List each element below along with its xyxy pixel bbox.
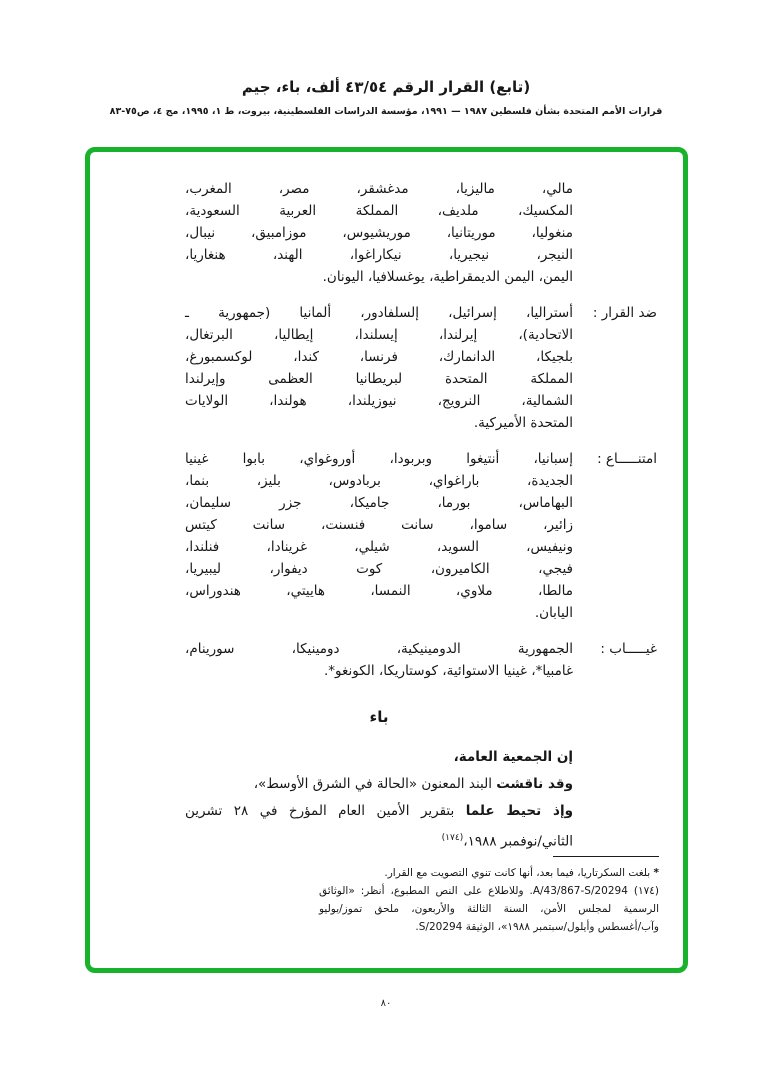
text-line: زائير، ساموا، سانت فنسنت، سانت كيتس [185,517,573,533]
page-number: ٨٠ [380,998,392,1009]
text-line: النيجر، نيجيريا، نيكاراغوا، الهند، هنغاريا، [185,247,573,263]
takes-note-rest: بتقرير الأمين العام المؤرخ في ٢٨ تشرين [185,803,466,819]
abstain-label: امتنـــــاع : [597,451,657,467]
footnote-separator-rule [553,856,659,857]
abstain-paragraph [185,448,657,624]
takes-note-lead: وإذ تحيط علما [465,803,573,819]
text-line: المكسيك، ملديف، المملكة العربية السعودية، [185,203,573,219]
asterisk-marker: * [653,867,659,879]
text-line: بلجيكا، الدانمارك، فرنسا، كندا، لوكسمبورغ، [185,349,573,365]
absent-label: غيـــــاب : [600,641,657,657]
text-line: إسبانيا، أنتيغوا وبربودا، أوروغواي، بابوا غينيا [185,451,573,467]
against-lines [185,302,573,434]
text-line: المملكة المتحدة لبريطانيا العظمى وإيرلندا [185,371,573,387]
text-line: منغوليا، موريتانيا، موريشيوس، موزامبيق، نيبال، [185,225,573,241]
text-line: الاتحادية)، إيرلندا، إيسلندا، إيطاليا، البرتغال، [185,327,573,343]
text-line: (١٧٤) A/43/867-S/20294. وللاطلاع على النص المطبوع، أنظر: «الوثائق [319,885,659,897]
takes-note-date: الثاني/نوفمبر ١٩٨٨، [463,833,573,850]
text-line: غامبيا*، غينيا الاستوائية، كوستاريكا، الكونغو*. [324,663,573,679]
source-citation: قرارات الأمم المتحدة بشأن فلسطين ١٩٨٧ — ١٩٩١، مؤسسة الدراسات الفلسطينية، بيروت، ط ١، ١٩٩٥، مج ٤، ص٧٥-٨٣ [109,106,663,117]
text-line: أستراليا، إسرائيل، إلسلفادور، ألمانيا (جمهورية ـ [185,305,573,321]
text-line: الجمهورية الدومينيكية، دومينيكا، سورينام، [185,641,573,657]
text-line: مالطا، ملاوي، النمسا، هاييتي، هندوراس، [185,583,573,599]
text-line: مالي، ماليزيا، مدغشقر، مصر، المغرب، [185,181,573,197]
footnotes [319,856,659,936]
page-body [90,152,673,958]
text-line: المتحدة الأميركية. [473,415,573,431]
text-line: وآب/أغسطس وأيلول/سبتمبر ١٩٨٨»، الوثيقة S/20294. [415,921,659,933]
takes-note-line-2 [185,825,573,856]
page-title: (تابع) القرار الرقم ٤٣/٥٤ ألف، باء، جيم [241,78,531,96]
agenda-item-line [185,771,573,798]
page-header [0,78,772,117]
in-favor-continuation-paragraph [185,178,657,288]
against-paragraph [185,302,657,434]
section-b-heading: باء [369,708,389,726]
footnote-star-text: بلغت السكرتاريا، فيما بعد، أنها كانت تنوي التصويت مع القرار. [384,867,654,879]
text-line: فيجي، الكاميرون، كوت ديفوار، ليبيريا، [185,561,573,577]
text-line: البهاماس، بورما، جاميكا، جزر سليمان، [185,495,573,511]
agenda-item-lead: وقد ناقشت [496,776,573,792]
text-line: ونيفيس، السويد، شيلي، غرينادا، فنلندا، [185,539,573,555]
text-line: الجديدة، باراغواي، بربادوس، بليز، بنما، [185,473,573,489]
footnote-star [319,864,659,882]
text-line: الرسمية لمجلس الأمن، السنة الثالثة والأربعون، ملحق تموز/يوليو [319,903,659,915]
abstain-lines [185,448,573,624]
against-label: ضد القرار : [592,305,657,321]
in-favor-lines [185,178,573,288]
takes-note-line-1 [185,798,573,825]
absent-lines [185,638,573,682]
absent-paragraph [185,638,657,682]
text-line: اليابان. [534,605,573,621]
footnote-174 [319,882,659,936]
text-line: الشمالية، النرويج، نيوزيلندا، هولندا، الولايات [185,393,573,409]
assembly-opening-line: إن الجمعية العامة، [453,749,573,765]
footnote-ref-174: (١٧٤) [441,833,464,843]
text-line: اليمن، اليمن الديمقراطية، يوغسلافيا، اليونان. [322,269,573,285]
section-b [185,708,657,856]
agenda-item-rest: البند المعنون «الحالة في الشرق الأوسط»، [253,776,497,792]
